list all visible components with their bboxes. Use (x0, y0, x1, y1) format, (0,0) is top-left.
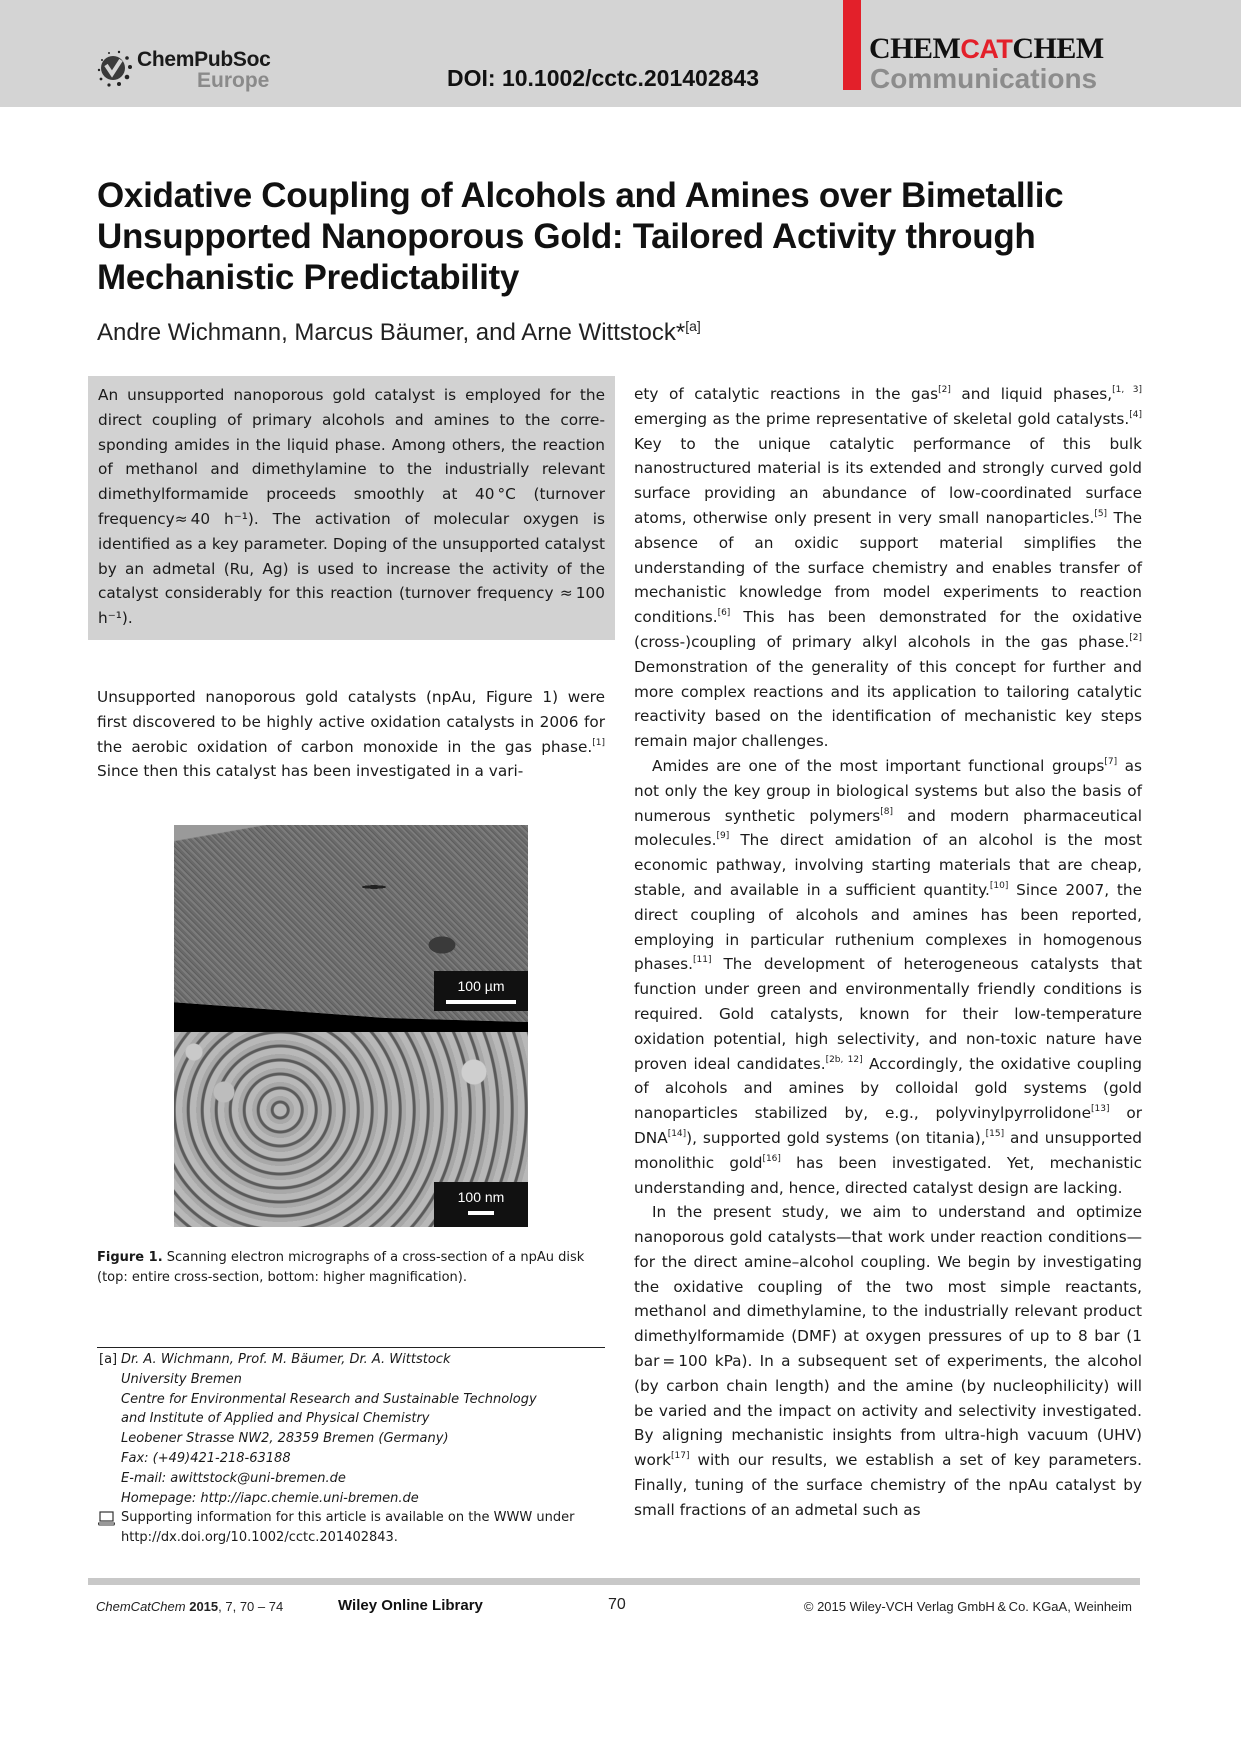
page-number: 70 (608, 1596, 626, 1613)
journal-accent-bar (843, 0, 861, 90)
body-text: Amides are one of the most important functional groups (652, 756, 1105, 775)
citation-ref[interactable]: [1] (592, 737, 605, 748)
body-text: Demonstration of the generality of this concept for further and more complex reactions and its application to tailoring catalytic reactivity based on the identification of mechanistic key steps remain major challenges. (634, 657, 1142, 751)
author-list (97, 318, 701, 347)
affiliation-address: Leobener Strasse NW2, 28359 Bremen (Germany) (121, 1431, 449, 1447)
body-text: Accordingly, the oxidative coupling of alcohols and amines by colloidal gold systems (gold nanoparticles stabilized by, e.g., polyvinylpyrrolidone (634, 1054, 1142, 1123)
volume-pages: , 7, 70 – 74 (218, 1599, 284, 1614)
footer-divider (88, 1578, 1140, 1585)
affiliation-footnote (97, 1350, 617, 1548)
journal-abbrev: ChemCatChem (96, 1599, 186, 1614)
citation-ref[interactable]: [9] (716, 831, 730, 842)
affiliation-tag: [a] (99, 1352, 118, 1367)
body-text: or DNA (634, 1104, 1143, 1147)
body-text: emerging as the prime representative of skeletal gold catalysts. (634, 409, 1130, 428)
copyright-notice: © 2015 Wiley-VCH Verlag GmbH & Co. KGaA, Weinheim (803, 1599, 1132, 1614)
citation-info (96, 1599, 283, 1614)
body-text: This has been demonstrated for the oxidative (cross-)coupling of primary alkyl alcohols in the gas phase. (634, 608, 1142, 651)
article-type-label: Communications (870, 63, 1098, 94)
citation-ref[interactable]: [2b, 12] (825, 1054, 863, 1065)
citation-ref[interactable]: [15] (985, 1128, 1005, 1139)
citation-ref[interactable]: [8] (880, 806, 894, 817)
journal-header-band (0, 0, 1241, 107)
affiliation-email[interactable]: E-mail: awittstock@uni-bremen.de (121, 1470, 346, 1486)
affiliation-institute: and Institute of Applied and Physical Chemistry (121, 1411, 430, 1427)
body-text: In the present study, we aim to understand and optimize nanoporous gold catalysts—that work under reaction conditions—for the direct amine–alcohol coupling. We begin by investigating the oxidative coupling of the two most simple reactants, methanol and dimethylamine, to the industrially relevant product dimethylformamide (DMF) at oxygen pressures of up to 8 bar (1 bar = 100 kPa). In a subsequent set of experiments, the alcohol (by carbon chain length) and the amine (by nucleophilicity) will be varied and the impact on activity and selectivity investigated. By aligning mechanistic insights from ultra-high vacuum (UHV) work (634, 1203, 1142, 1470)
affiliation-centre: Centre for Environmental Research and Sustainable Technology (121, 1391, 537, 1407)
supporting-info-link[interactable]: http://dx.doi.org/10.1002/cctc.201402843. (121, 1530, 398, 1546)
body-text: has been investigated. Yet, mechanistic understanding and, hence, directed catalyst design are lacking. (634, 1153, 1143, 1197)
body-text: and liquid phases, (950, 385, 1113, 403)
doi-label: DOI: 10.1002/cctc.201402843 (447, 65, 760, 91)
citation-ref[interactable]: [6] (717, 608, 731, 619)
body-text: The absence of an oxidic support material simplifies the understanding of the surface chemistry and enables transfer of mechanistic knowledge from model experiments to reaction conditions. (634, 508, 1142, 627)
journal-name-part2: CAT (960, 34, 1013, 64)
citation-ref[interactable]: [17] (671, 1451, 690, 1462)
body-text: Since then this catalyst has been investigated in a vari- (97, 762, 524, 781)
journal-name (869, 32, 1104, 66)
body-paragraph-1 (97, 685, 605, 784)
citation-ref[interactable]: [7] (1104, 756, 1118, 767)
body-text: and unsupported monolithic gold (634, 1128, 1142, 1172)
year: 2015 (189, 1599, 219, 1614)
journal-name-part3: CHEM (1012, 32, 1104, 65)
author-names: Andre Wichmann, Marcus Bäumer, and Arne Wittstock* (97, 319, 686, 346)
body-text: Since 2007, the direct coupling of alcohols and amines has been reported, employing in particular ruthenium complexes in homogenous phases. (634, 880, 1142, 974)
footnote-divider (97, 1347, 605, 1348)
body-text: Unsupported nanoporous gold catalysts (npAu, Figure 1) were first discovered to be highly active oxidation catalysts in 2006 for the aerobic oxidation of carbon monoxide in the gas phase. (97, 688, 605, 756)
body-paragraph-2 (634, 754, 1142, 1200)
citation-ref[interactable]: [2] (1129, 632, 1142, 643)
wiley-online-library-link[interactable]: Wiley Online Library (338, 1597, 483, 1614)
affiliation-mark: [a] (685, 318, 701, 334)
scale-bar-bottom (434, 1182, 528, 1227)
body-text: and modern pharmaceutical molecules. (634, 806, 1142, 850)
body-text: The development of heterogeneous catalysts that function under green and environmentally friendly conditions is required. Gold catalysts, known for their low-temperature oxidation potential, high selectivity, and non-toxic nature have proven ideal candidates. (634, 955, 1142, 1073)
body-text: as not only the key group in biological systems but also the basis of numerous synthetic polymers (634, 756, 1142, 825)
caption-text: Scanning electron micrographs of a cross-section of a npAu disk (top: entire cross-section, bottom: higher magnification). (97, 1250, 585, 1285)
chempubsoc-logo (97, 46, 287, 96)
journal-name-part1: CHEM (869, 32, 961, 65)
affiliation-names: Dr. A. Wichmann, Prof. M. Bäumer, Dr. A. Wittstock (121, 1352, 451, 1367)
body-text: The direct amidation of an alcohol is the most economic pathway, involving starting materials that are cheap, stable, and available in a sufficient quantity. (634, 831, 1142, 899)
affiliation-block (97, 1350, 617, 1508)
chempubsoc-stars-logo-icon (97, 48, 133, 88)
citation-ref[interactable]: [11] (693, 955, 712, 966)
body-text: ety of catalytic reactions in the gas (634, 385, 939, 403)
body-text: with our results, we establish a set of key parameters. Finally, tuning of the surface chemistry of the npAu catalyst by small fractions of an admetal such as (634, 1451, 1142, 1519)
abstract-text: An unsupported nanoporous gold catalyst is employed for the direct coupling of primary alcohols and amines to the corresponding amides in the liquid phase. Among others, the reaction of methanol and dimethylamine to the industrially relevant dimethylformamide proceeds smoothly at 40 °C (turnover frequency≈ 40 h⁻¹). The activation of molecular oxygen is identified as a key parameter. Doping of the unsupported catalyst by an admetal (Ru, Ag) is used to increase the activity of the catalyst considerably for this reaction (turnover frequency ≈ 100 h⁻¹). (98, 386, 605, 628)
supporting-info-text: Supporting information for this article is available on the WWW under (121, 1510, 575, 1526)
citation-ref[interactable]: [13] (1091, 1104, 1110, 1115)
logo-text-chempubsoc: ChemPubSoc (137, 48, 271, 71)
scale-bar-line (446, 1000, 516, 1004)
scale-bar-top (434, 971, 528, 1011)
citation-ref[interactable]: [14] (667, 1128, 687, 1139)
abstract-box (88, 376, 615, 640)
figure-1-caption (97, 1248, 605, 1288)
citation-ref[interactable]: [4] (1129, 409, 1142, 420)
body-text: ), supported gold systems (on titania), (686, 1128, 986, 1147)
logo-text-europe: Europe (197, 69, 270, 92)
page-footer (88, 1596, 1140, 1620)
affiliation-homepage[interactable]: Homepage: http://iapc.chemie.uni-bremen.de (121, 1490, 419, 1506)
body-paragraph-3 (634, 1200, 1142, 1522)
scale-bar-line (468, 1211, 494, 1215)
scale-bar-label: 100 µm (457, 978, 505, 994)
article-title: Oxidative Coupling of Alcohols and Amines over Bimetallic Unsupported Nanoporous Gold: Tailored Activity through Mechanistic Predictability (97, 176, 1064, 297)
caption-label: Figure 1. (97, 1250, 163, 1265)
affiliation-university: University Bremen (121, 1371, 242, 1387)
body-paragraph-1-cont (634, 382, 1142, 754)
citation-ref[interactable]: [5] (1094, 508, 1108, 519)
laptop-icon (98, 1511, 115, 1526)
body-left-column (97, 685, 605, 784)
supporting-information-note (97, 1508, 617, 1548)
affiliation-fax: Fax: (+49)421-218-63188 (121, 1450, 291, 1466)
citation-ref[interactable]: [16] (762, 1153, 781, 1164)
body-text: Key to the unique catalytic performance of this bulk nanostructured material is its extended and strongly curved gold surface providing an abundance of low-coordinated surface atoms, otherwise only present in very small nanoparticles. (634, 434, 1142, 527)
citation-ref[interactable]: [1, 3] (1112, 385, 1142, 395)
citation-ref[interactable]: [10] (989, 880, 1009, 891)
figure-1-sem-images (174, 825, 528, 1227)
body-right-column (634, 382, 1142, 1523)
citation-ref[interactable]: [2] (938, 385, 951, 395)
scale-bar-label: 100 nm (457, 1189, 505, 1205)
